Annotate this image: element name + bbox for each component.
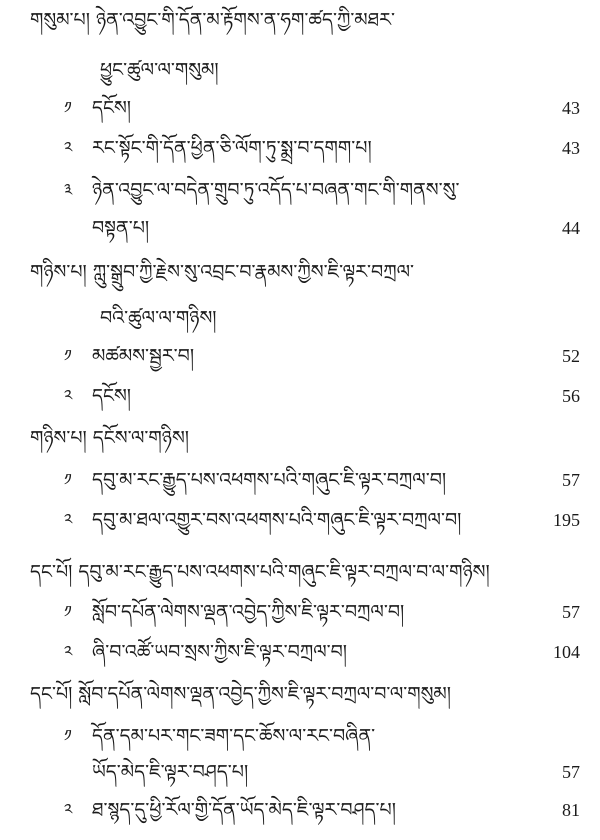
- section-heading: གཉིས་པ། དངོས་ལ་གཉིས།: [30, 427, 189, 449]
- page-number: 57: [562, 762, 580, 782]
- entry-text: ཉེན་འབྱུང་ལ་བདེན་གྲུབ་ཏུ་འདོད་པ་བཞན་གང་གི་གནས་སུ་: [92, 179, 460, 201]
- page-number: 56: [562, 386, 580, 406]
- section-heading-continuation: ཕྱུང་ཚུལ་ལ་གསུམ།: [100, 59, 219, 81]
- section-heading: དང་པོ། དབུ་མ་རང་རྒྱུད་པས་འཕགས་པའི་གཞུང་ཇི་ལྟར་བཀྲལ་བ་ལ་གཉིས།: [30, 561, 490, 583]
- entry-number: ༡: [64, 726, 72, 745]
- entry-number: ༢: [64, 642, 73, 661]
- entry-text: ཞི་བ་འཚོ་ཡབ་སྲས་ཀྱིས་ཇི་ལྟར་བཀྲལ་བ།: [92, 641, 347, 663]
- entry-text: རང་སྟོང་གི་དོན་ཕྱིན་ཅི་ལོག་ཏུ་སྨྲ་བ་དགག་པ།: [92, 137, 372, 159]
- page-number: 52: [562, 346, 580, 366]
- entry-text: མཚམས་སྦྱར་བ།: [92, 345, 195, 367]
- entry-text: དོན་དམ་པར་གང་ཟག་དང་ཆོས་ལ་རང་བཞིན་: [92, 725, 376, 747]
- section-heading: གསུམ་པ། ཉེན་འབྱུང་གི་དོན་མ་རྟོགས་ན་ཧག་ཚད་ཀྱི་མཐར་: [30, 9, 395, 31]
- section-heading-continuation: བའི་ཚུལ་ལ་གཉིས།: [100, 307, 217, 329]
- entry-text: དབུ་མ་ཐལ་འགྱུར་བས་འཕགས་པའི་གཞུང་ཇི་ལྟར་བཀྲལ་བ།: [92, 509, 462, 531]
- entry-number: ༡: [64, 98, 72, 117]
- entry-text: དངོས།: [92, 97, 132, 119]
- entry-text: སློབ་དཔོན་ལེགས་ལྡན་འབྱེད་ཀྱིས་ཇི་ལྟར་བཀྲལ་བ།: [92, 601, 405, 623]
- entry-text: ཐ་སྙད་དུ་ཕྱི་རོལ་གྱི་དོན་ཡོད་མེད་ཇི་ལྟར་བཤད་པ།: [92, 799, 396, 821]
- page-number: 44: [562, 218, 580, 238]
- page-number: 104: [553, 642, 580, 662]
- entry-number: ༡: [64, 602, 72, 621]
- entry-number: ༡: [64, 470, 72, 489]
- section-heading: དང་པོ། སློབ་དཔོན་ལེགས་ལྡན་འབྱེད་ཀྱིས་ཇི་ལྟར་བཀྲལ་བ་ལ་གསུམ།: [30, 683, 451, 705]
- entry-number: ༣: [64, 180, 73, 199]
- entry-text: དབུ་མ་རང་རྒྱུད་པས་འཕགས་པའི་གཞུང་ཇི་ལྟར་བཀྲལ་བ།: [92, 469, 447, 491]
- entry-number: ༡: [64, 346, 72, 365]
- page-number: 43: [562, 138, 580, 158]
- page-number: 57: [562, 470, 580, 490]
- entry-number: ༢: [64, 510, 73, 529]
- page-number: 81: [562, 800, 580, 820]
- page-number: 43: [562, 98, 580, 118]
- entry-number: ༢: [64, 138, 73, 157]
- page-number: 57: [562, 602, 580, 622]
- entry-number: ༢: [64, 800, 73, 819]
- section-heading: གཉིས་པ། ཀླུ་སྒྲུབ་ཀྱི་རྗེས་སུ་འབྲང་བ་རྣམས་ཀྱིས་ཇི་ལྟར་བཀྲལ་: [30, 261, 415, 283]
- entry-text-continuation: བསྟན་པ།: [92, 217, 150, 239]
- entry-text-continuation: ཡོད་མེད་ཇི་ལྟར་བཤད་པ།: [92, 761, 249, 783]
- entry-text: དངོས།: [92, 385, 132, 407]
- entry-number: ༢: [64, 386, 73, 405]
- page-number: 195: [553, 510, 580, 530]
